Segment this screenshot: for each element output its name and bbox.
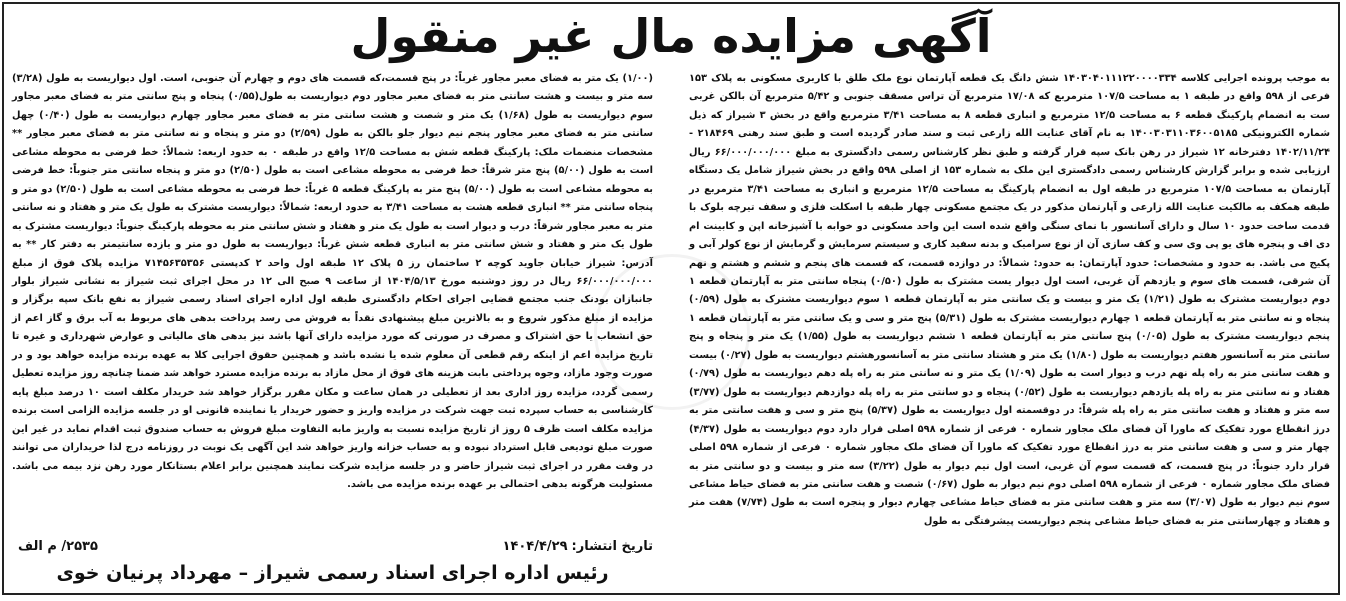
left-column-text-wrapper xyxy=(12,70,654,490)
left-column-text: (۱/۰۰) یک متر به فضای معبر مجاور غرباً: در پنج قسمت،که قسمت های دوم و چهارم آن جنوبی، است. اول دیواریست به طول (۳/۲۸) سه متر و بیست و هشت سانتی متر به فضای معبر مجاور دوم دیواریست به طول(۰/۵۵) پنجاه و پنج سانتی متر به فضای معبر مجاور سوم دیواریست به طول (۱/۶۸) یک متر و شصت و هشت سانتی متر به فضای معبر مجاور چهارم دیواریست به طول (۰/۴۰) چهل سانتی متر به فضای معبر مجاور پنجم نیم دیوار جلو بالکن به طول (۲/۵۹) دو متر و پنجاه و نه سانتی متر به فضای معبر مجاور ** مشخصات منضمات ملک: پارکینگ قطعه شش به مساحت ۱۲/۵ واقع در طبقه ۰ به حدود اربعه: شمالاً: خط فرضی به محوطه مشاعی است به طول (۵/۰۰) پنج متر شرقاً: خط فرضی به محوطه مشاعی است به طول (۲/۵۰) دو متر و پنجاه سانتی متر جنوباً: خط فرضی به محوطه مشاعی است به طول (۵/۰۰) پنج متر به پارکینگ قطعه ۵ غرباً: خط فرضی به محوطه مشاعی است به طول (۲/۵۰) دو متر و پنجاه سانتی متر ** انباری قطعه هشت به مساحت ۳/۴۱ به حدود اربعه: شمالاً: دیواریست مشترک به طول یک متر و هفتاد و نه سانتی متر به معبر مجاور شرقاً: درب و دیوار است به طول یک متر و هفتاد و شش سانتی متر به محوطه پارکینگ جنوباً: دیواریست مشترک به طول یک متر و هفتاد و شش سانتی متر به انباری قطعه شش غرباً: دیواریست به طول دو متر و یازده سانتیمتر به دفتر کار ** به آدرس: شیراز خیابان جاوید کوچه ۲ ساختمان رز ۵ پلاک ۱۲ طبقه اول واحد ۲ کدپستی ۷۱۴۵۶۳۵۳۵۶ مزایده پلاک فوق از مبلغ ۶۶/۰۰۰/۰۰۰/۰۰۰ ریال در روز دوشنبه مورخ ۱۴۰۴/۵/۱۳ از ساعت ۹ صبح الی ۱۲ در محل اجرای ثبت شیراز به نشانی شیراز بلوار جانبازان بودنک جنب مجتمع قضایی اجرای احکام دادگستری طبقه اول اداره اجرای اسناد رسمی شیراز به نفع بانک سپه برگزار و مزایده از مبلغ مذکور شروع و به بالاترین مبلغ پیشنهادی نقداً به فروش می رسد پرداخت بدهی های مربوط به آب برق و گاز اعم از حق انشعاب یا حق اشتراک و مصرف در صورتی که مورد مزایده دارای آنها باشد نیز بدهی های مالیاتی و عوارض شهرداری و غیره تا تاریخ مزایده اعم از اینکه رقم قطعی آن معلوم شده یا نشده باشد و همچنین حقوق اجرایی کلا به عهده برنده مزایده خواهد بود و در صورت وجود مازاد، وجوه پرداختی بابت هزینه های فوق از محل مازاد به برنده مزایده مسترد خواهد شد ضمنا چنانچه روز مزایده تعطیل رسمی گردد، مزایده روز اداری بعد از تعطیلی در همان ساعت و مکان مقرر برگزار خواهد شد خریدار مکلف است ۱۰ درصد مبلغ پایه کارشناسی به حساب سپرده ثبت جهت شرکت در مزایده واریز و حضور خریدار یا نماینده قانونی او در جلسه مزایده الزامی است برنده مزایده مکلف است ظرف ۵ روز از تاریخ مزایده نسبت به واریز مابه التفاوت مبلغ فروش به حساب صندوق ثبت اقدام نماید در غیر این صورت مبلغ تودیعی قابل استرداد نبوده و به حساب خزانه واریز خواهد شد این آگهی یک نوبت در روزنامه درج لذا خریداران می توانند در وقت مقرر در اجرای ثبت شیراز حاضر و در جلسه مزایده شرکت نمایند همچنین برابر اعلام بستانکار مورد رهن نزد بیمه می باشد. مسئولیت هرگونه بدهی احتمالی بر عهده برنده مزایده می باشد. xyxy=(12,73,654,490)
notice-body xyxy=(12,70,1330,590)
notice-frame xyxy=(2,2,1340,595)
publish-date-value: ۱۴۰۴/۴/۲۹ xyxy=(502,539,568,554)
publish-date-label: تاریخ انتشار: xyxy=(571,539,653,554)
left-column xyxy=(12,70,653,590)
reference-number: ۲۵۳۵/ م الف xyxy=(18,539,98,554)
notice-title: آگهی مزایده مال غیر منقول xyxy=(350,9,992,63)
publish-date xyxy=(502,536,653,558)
right-column xyxy=(689,70,1330,590)
right-column-text: به موجب پرونده اجرایی کلاسه ۱۴۰۳۰۴۰۱۱۱۲۲۰۰۰۰۳۳۴ شش دانگ یک قطعه آپارتمان نوع ملک طلق با کاربری مسکونی به پلاک ۱۵۳ فرعی از ۵۹۸ واقع در طبقه ۱ به مساحت ۱۰۷/۵ مترمربع که ۱۷/۰۸ مترمربع آن تراس مسقف جنوبی و ۵/۴۲ مترمربع آن بالکن غربی ست به انضمام پارکینگ قطعه ۶ به مساحت ۱۲/۵ مترمربع و انباری قطعه ۸ به مساحت ۳/۴۱ مترمربع واقع در بخش ۳ شیراز که ذیل شماره الکترونیکی ۱۴۰۰۳۰۳۱۱۰۳۶۰۰۵۱۸۵ به نام آقای عنایت الله زارعی ثبت و سند صادر گردیده است و طبق سند رهنی ۲۱۸۴۶۹ - ۱۴۰۲/۱۱/۲۴ دفترخانه ۱۲ شیراز در رهن بانک سپه قرار گرفته و طبق نظر کارشناس رسمی دادگستری به مبلغ ۶۶/۰۰۰/۰۰۰/۰۰۰ ریال ارزیابی شده و برابر گزارش کارشناس رسمی دادگستری این ملک به شماره ۱۵۳ از اصلی ۵۹۸ واقع در بخش شیراز شامل یک دستگاه آپارتمان به مساحت ۱۰۷/۵ مترمربع در طبقه اول به انضمام پارکینگ به مساحت ۱۲/۵ مترمربع و انباری به مساحت ۳/۴۱ مترمربع در طبقه همکف به مالکیت عنایت الله زارعی و آپارتمان مذکور در یک مجتمع مسکونی چهار طبقه با اسکلت فلزی و سقف تیرچه بلوک با قدمت ساخت حدود ۱۰ سال و دارای آسانسور با نمای سنگی واقع شده است این واحد مسکونی دو خوابه با آشپزخانه اپن و کابینت ام دی اف و پنجره های یو پی وی سی و کف سازی آن از نوع سرامیک و بدنه سفید کاری و سیستم سرمایش و گرمایش از نوع کولر آبی و پکیج می باشد. به حدود و مشخصات: حدود آپارتمان: به حدود: شمالاً: در دوازده قسمت، که قسمت های پنجم و ششم و هشتم و نهم آن شرقی، قسمت های سوم و یازدهم آن غربی، است اول دیوار یست مشترک به طول (۰/۵۰) پنجاه سانتی متر به آپارتمان قطعه ۱ دوم دیواریست مشترک به طول (۱/۲۱) یک متر و بیست و یک سانتی متر به آپارتمان قطعه ۱ سوم دیواریست مشترک به طول (۰/۵۹) پنجاه و نه سانتی متر به آپارتمان قطعه ۱ چهارم دیواریست مشترک به طول (۵/۳۱) پنج متر و سی و یک سانتی متر به آپارتمان قطعه ۱ پنجم دیواریست مشترک به طول (۰/۰۵) پنج سانتی متر به آپارتمان قطعه ۱ ششم دیواریست به طول (۱/۵۵) یک متر و پنجاه و پنج سانتی متر به آسانسور هفتم دیواریست به طول (۱/۸۰) یک متر و هشتاد سانتی متر به آسانسورهشتم دیواریست به طول (۰/۲۷) بیست و هفت سانتی متر به راه پله نهم درب و دیوار است به طول (۱/۰۹) یک متر و نه سانتی متر به راه پله دهم دیواریست به طول (۰/۷۹) هفتاد و نه سانتی متر به راه پله یازدهم دیواریست به طول (۰/۵۲) پنجاه و دو سانتی متر به راه پله دوازدهم دیواریست به طول (۳/۷۷) سه متر و هفتاد و هفت سانتی متر به راه پله شرقاً: در دوقسمته اول دیواریست به طول (۵/۳۷) پنج متر و سی و هفت سانتی متر به درز انقطاع مورد تفکیک که ماورا آن فضای ملک مجاور شماره ۰ فرعی از شماره ۵۹۸ اصلی قرار دارد دوم دیواریست به طول (۴/۳۷) چهار متر و سی و هفت سانتی متر به درز انقطاع مورد تفکیک که ماورا آن فضای ملک مجاور شماره ۰ فرعی از شماره ۵۹۸ اصلی قرار دارد جنوباً: در پنج قسمت، که قسمت سوم آن غربی، است اول نیم دیوار به طول (۳/۲۲) سه متر و بیست و دو سانتی متر به فضای ملک مجاور شماره ۰ فرعی از شماره ۵۹۸ اصلی دوم نیم دیوار به طول (۰/۶۷) شصت و هفت سانتی متر به فضای حیاط مشاعی سوم نیم دیوار به طول (۳/۰۷) سه متر و هفت سانتی متر به فضای حیاط مشاعی چهارم دیوار و پنجره است به طول (۷/۷۴) هفت متر و هفتاد و چهارسانتی متر به فضای حیاط مشاعی پنجم دیواریست پیشرفتگی به طول xyxy=(689,73,1331,527)
publication-row xyxy=(12,536,653,558)
signature-line: رئیس اداره اجرای اسناد رسمی شیراز – مهرداد پرنیان خوی xyxy=(56,562,609,584)
